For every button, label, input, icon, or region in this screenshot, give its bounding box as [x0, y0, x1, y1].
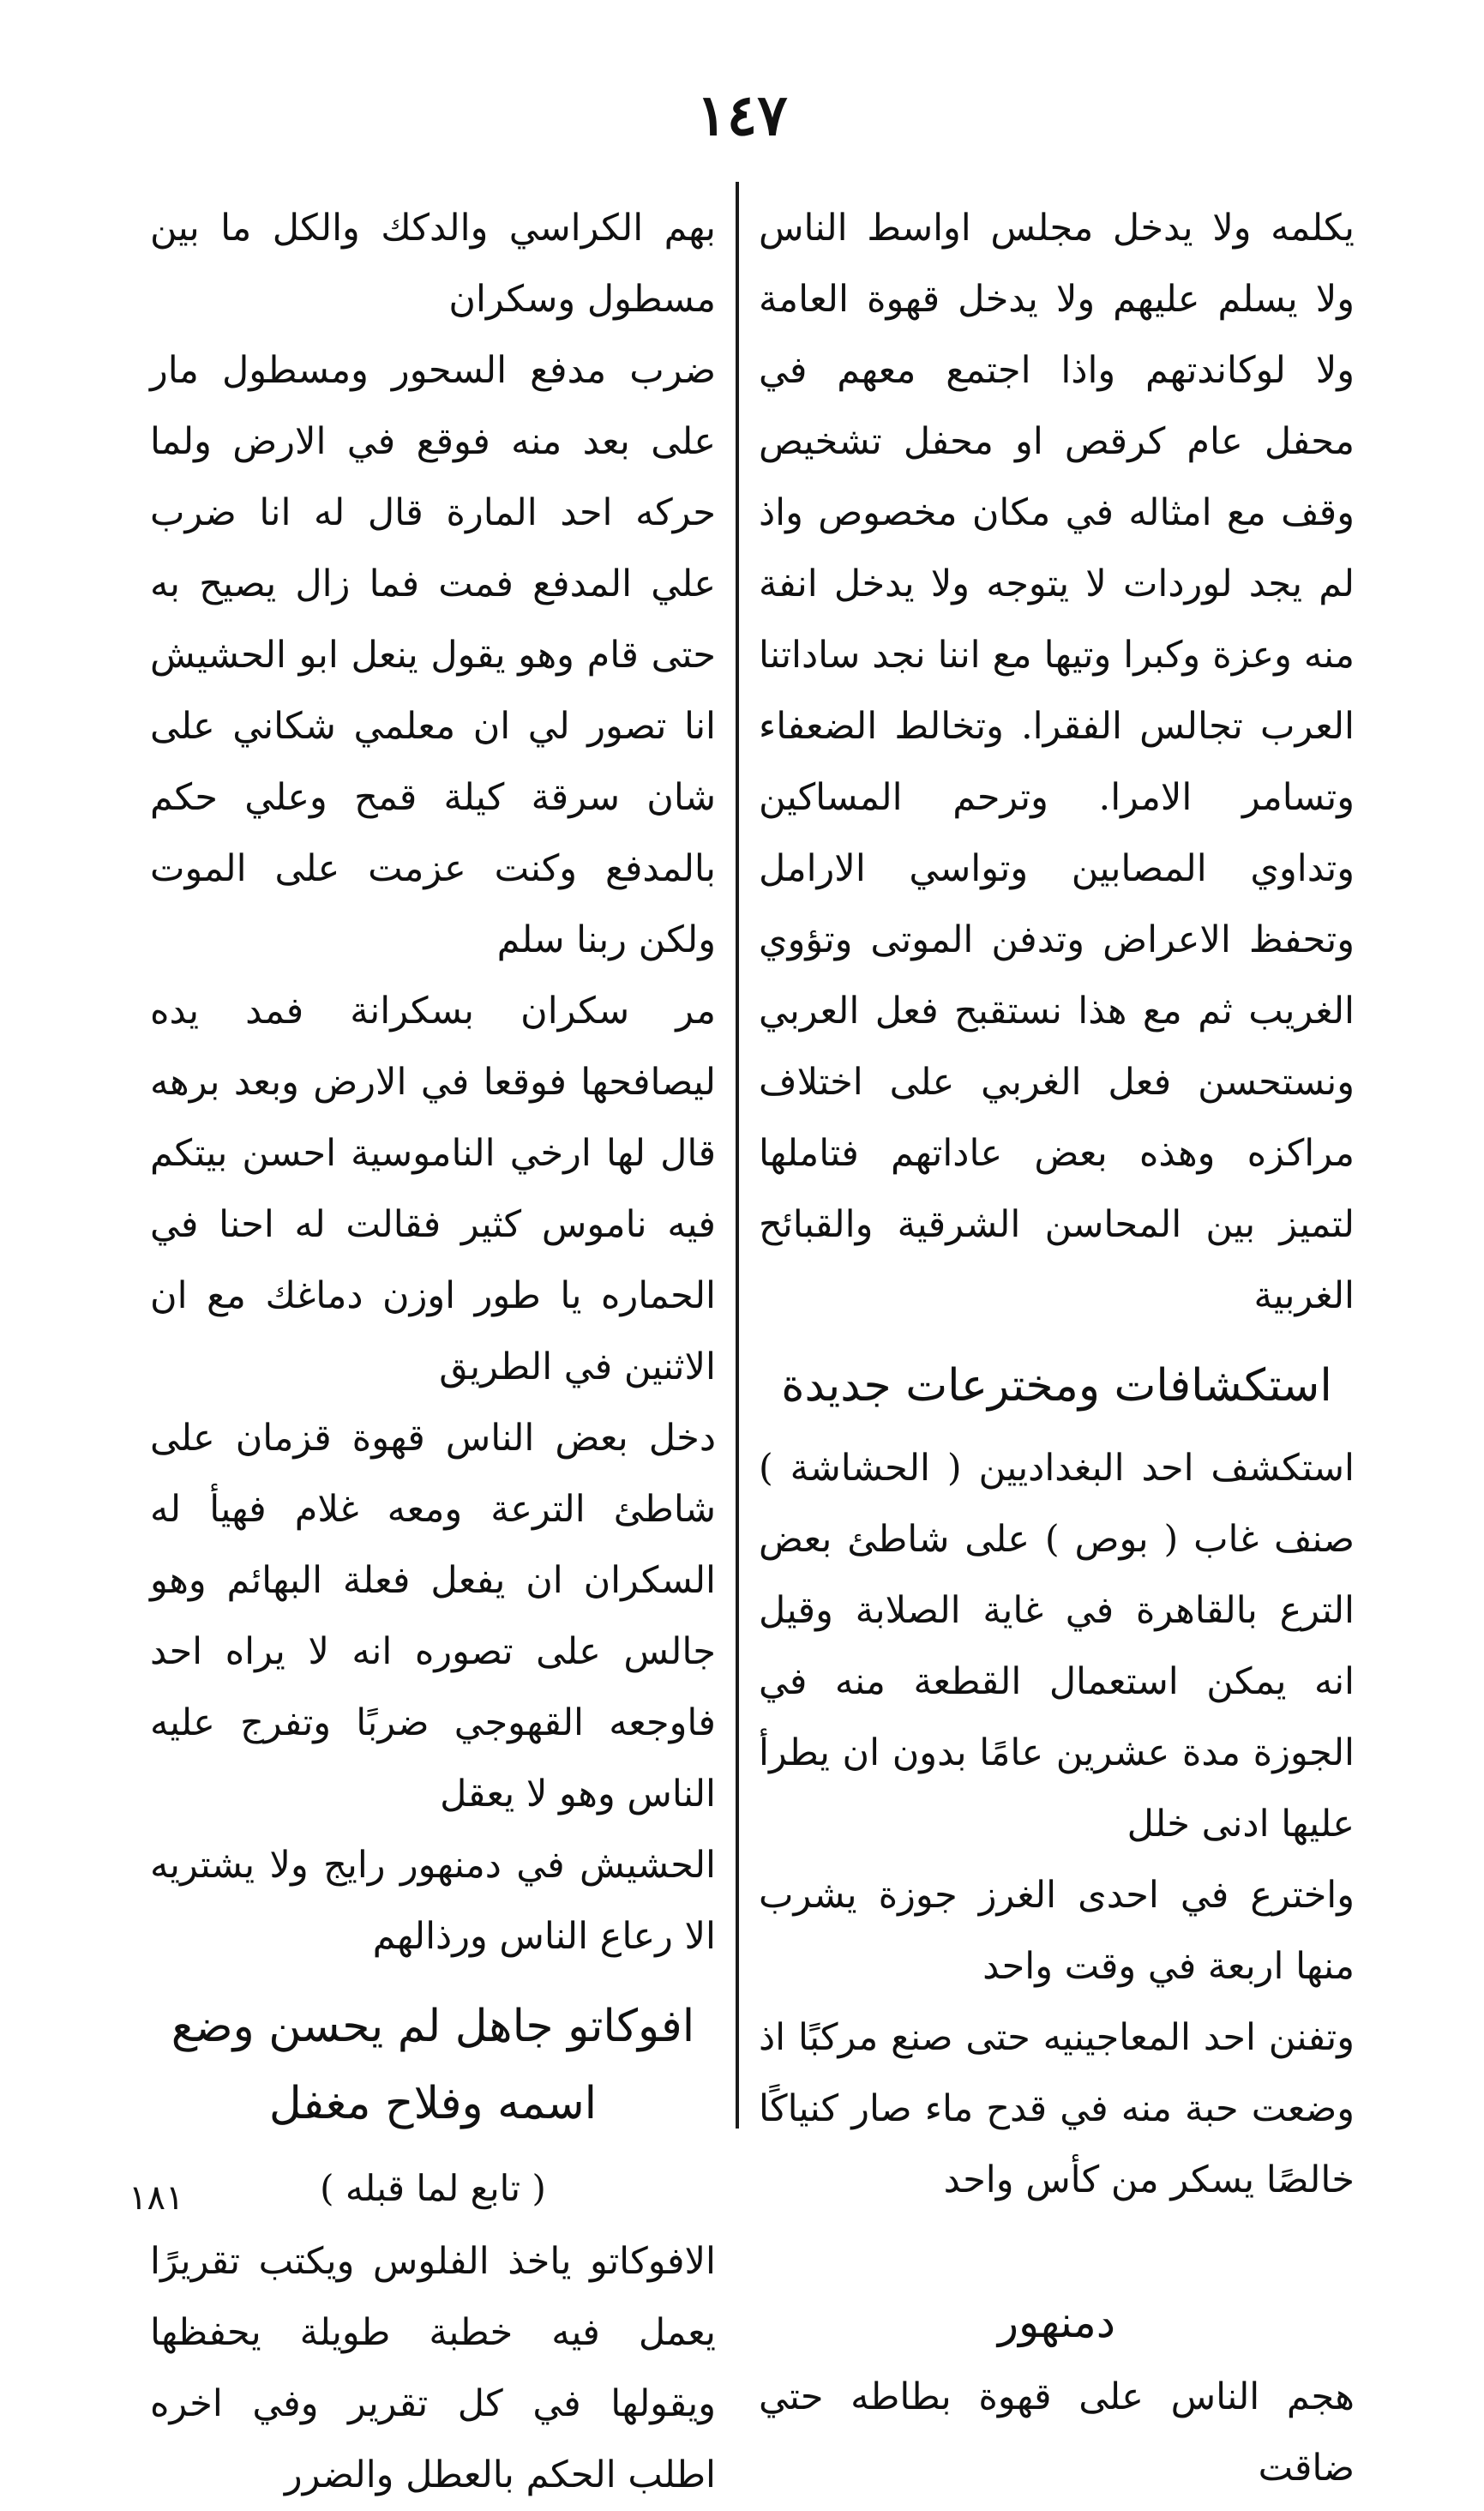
paragraph: ضرب مدفع السحور ومسطول مار على بعد منه فوقع في الارض ولما حركه احد المارة قال له انا ضرب علي المدفع فمت فما زال يصيح به حتى قام وهو يقول ينعل ابو الحشيش انا تصور لي ان معلمي شكاني على شان سرقة كيلة قمح وعلي حكم بالمدفع وكنت عزمت على الموت ولكن ربنا سلم — [150, 349, 716, 961]
footer-number: ١٨١ — [129, 2178, 184, 2218]
section-heading: افوكاتو جاهل لم يحسن وضع اسمه وفلاح مغفل — [171, 2001, 695, 2129]
paragraph: هجم الناس على قهوة بطاطه حتي ضاقت — [759, 2376, 1355, 2490]
spacer — [759, 2216, 1355, 2276]
paragraph: يكلمه ولا يدخل مجلس اواسط الناس ولا يسلم عليهم ولا يدخل قهوة العامة ولا لوكاندتهم واذا اجتمع معهم في محفل عام كرقص او محفل تشخيص وقف مع امثاله في مكان مخصوص واذ لم يجد لوردات لا يتوجه ولا يدخل انفة منه وعزة وكبرا وتيها مع اننا نجد ساداتنا العرب تجالس الفقرا. وتخالط الضعفاء وتسامر الامرا. وترحم المساكين وتداوي المصابين وتواسي الارامل وتحفظ الاعراض وتدفن الموتى وتؤوي الغريب ثم مع هذا نستقبح فعل العربي ونستحسن فعل الغربي على اختلاف مراكزه وهذه بعض عاداتهم فتاملها لتميز بين المحاسن الشرقية والقبائح الغربية — [759, 207, 1355, 1317]
paragraph: مر سكران بسكرانة فمد يده ليصافحها فوقعا في الارض وبعد برهه قال لها ارخي الناموسية احسن بيتكم فيه ناموس كثير فقالت له احنا في الحماره يا طور اوزن دماغك مع ان الاثنين في الطريق — [150, 990, 716, 1388]
paragraph: واخترع في احدى الغرز جوزة يشرب منها اربعة في وقت واحد — [759, 1874, 1355, 1988]
page-number: ١٤٧ — [696, 81, 788, 148]
column-divider — [736, 182, 739, 2129]
paragraph: دخل بعض الناس قهوة قزمان على شاطئ الترعة ومعه غلام فهيأ له السكران ان يفعل فعلة البهائم وهو جالس على تصوره انه لا يراه احد فاوجعه القهوجي ضربًا وتفرج عليه الناس وهو لا يعقل — [150, 1417, 716, 1816]
paragraph: وتفنن احد المعاجينيه حتى صنع مركبًا اذ وضعت حبة منه في قدح ماء صار كنياكًا خالصًا يسكر من كأس واحد — [759, 2016, 1355, 2201]
paragraph: استكشف احد البغداديين ( الحشاشة ) صنف غاب ( بوص ) على شاطئ بعض الترع بالقاهرة في غاية الصلابة وقيل انه يمكن استعمال القطعة منه في الجوزة مدة عشرين عامًا بدون ان يطرأ عليها ادنى خلل — [759, 1447, 1355, 1846]
section-subheading: ( تابع لما قبله ) — [320, 2167, 546, 2209]
paragraph: الافوكاتو ياخذ الفلوس ويكتب تقريرًا يعمل فيه خطبة طويلة يحفظها ويقولها في كل تقرير وفي اخره اطلب الحكم بالعطل والضرر — [150, 2240, 716, 2496]
right-column — [759, 193, 1355, 2504]
paragraph: الحشيش في دمنهور رايج ولا يشتريه الا رعاع الناس ورذالهم — [150, 1844, 716, 1958]
section-heading: استكشافات ومخترعات جديدة — [781, 1360, 1332, 1412]
paragraph: بهم الكراسي والدكك والكل ما بين مسطول وسكران — [150, 207, 716, 321]
left-column — [150, 193, 716, 2511]
section-heading: دمنهور — [997, 2297, 1116, 2347]
